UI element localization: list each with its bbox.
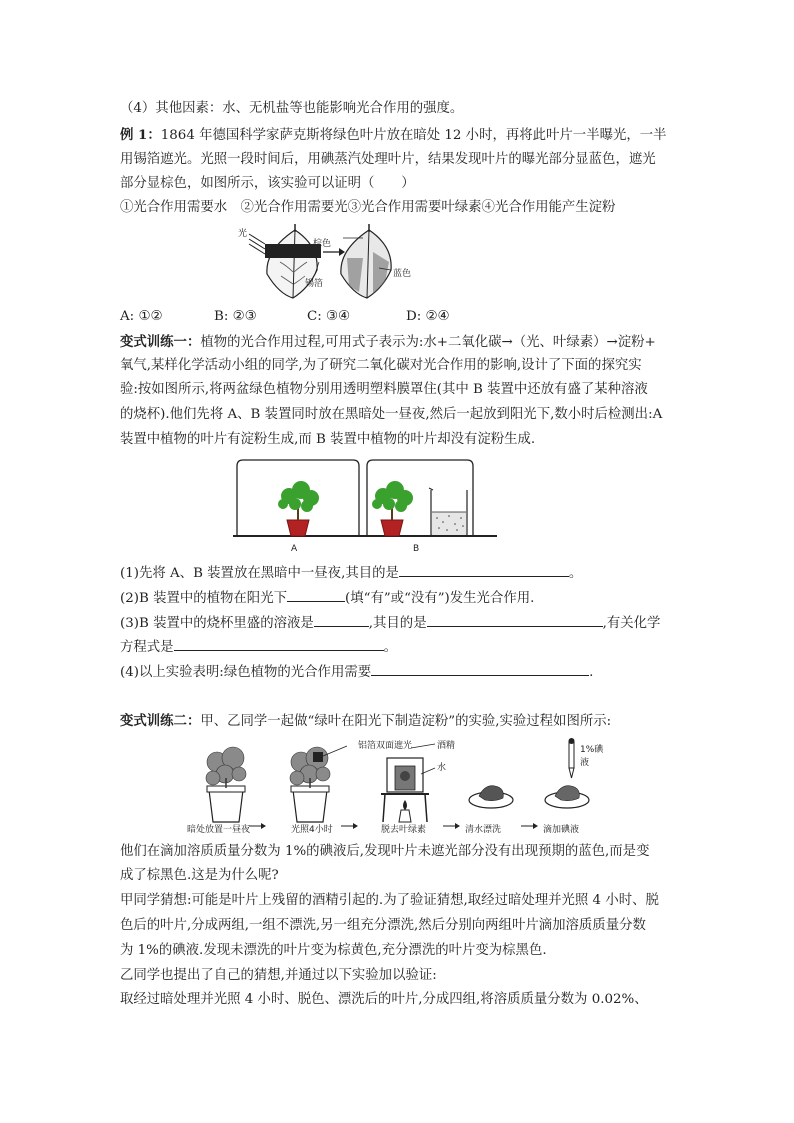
- question-3-end: 。: [383, 640, 397, 655]
- question-3-equation-label: 方程式是: [120, 640, 174, 655]
- step-5-caption: 滴加碘液: [543, 825, 580, 835]
- alcohol-label: 酒精: [437, 741, 456, 751]
- question-4: [120, 662, 593, 682]
- step-3-caption: 脱去叶绿素: [381, 825, 427, 835]
- step-1-caption: 暗处放置一昼夜: [187, 825, 251, 835]
- question-3-cont: [120, 637, 397, 657]
- example-1-text: 1864 年德国科学家萨克斯将绿色叶片放在暗处 12 小时，再将此叶片一半曝光，一半: [160, 128, 667, 143]
- question-4-end: .: [589, 665, 594, 680]
- example-1-line-2: 用锡箔遮光。光照一段时间后，用碘蒸汽处理叶片，结果发现叶片的曝光部分显蓝色，遮光: [120, 152, 656, 167]
- answer-blank-3c[interactable]: [174, 637, 384, 651]
- brown-label: 棕色: [313, 239, 332, 249]
- training-1-line-1: [120, 333, 656, 352]
- training-2-line-6: 为 1%的碘液.发现未漂洗的叶片变为棕黄色,充分漂洗的叶片变为棕黑色.: [120, 943, 547, 958]
- question-1-end: 。: [568, 566, 583, 581]
- question-2: [120, 588, 534, 608]
- training-1-line-5: 装置中植物的叶片有淀粉生成,而 B 装置中植物的叶片却没有淀粉生成.: [120, 432, 536, 447]
- example-1-statements: ①光合作用需要水 ②光合作用需要光③光合作用需要叶绿素④光合作用能产生淀粉: [120, 200, 616, 215]
- step-4-caption: 清水漂洗: [465, 825, 502, 835]
- answer-blank-2[interactable]: [287, 588, 345, 602]
- option-a: A: ①②: [120, 309, 163, 324]
- question-3: [120, 613, 660, 633]
- answer-blank-3b[interactable]: [427, 613, 603, 627]
- step-2-caption: 光照4小时: [291, 825, 333, 835]
- starch-process-figure: [187, 738, 610, 838]
- training-2-line-2: 他们在滴加溶质质量分数为 1%的碘液后,发现叶片未遮光部分没有出现预期的蓝色,而是变: [120, 844, 650, 859]
- training-2-line-1: [120, 712, 611, 731]
- training-2-line-5: 色后的叶片,分成两组,一组不漂洗,另一组充分漂洗,然后分别向两组叶片滴加溶质质量分数: [120, 918, 646, 933]
- example-1-label: 例 1：: [120, 127, 161, 143]
- apparatus-a-label: A: [291, 544, 298, 554]
- blue-label: 蓝色: [393, 269, 412, 279]
- question-3-text: (3)B 装置中的烧杯里盛的溶液是: [120, 616, 314, 631]
- question-2-text: (2)B 装置中的植物在阳光下: [120, 591, 287, 606]
- question-2-hint: (填“有”或“没有”)发生光合作用.: [344, 591, 535, 606]
- training-2-label: 变式训练二：: [120, 713, 201, 729]
- training-1-line-2: 氧气,某样化学活动小组的同学,为了研究二氧化碳对光合作用的影响,设计了下面的探究实: [120, 358, 642, 373]
- training-2-line-4: 甲同学猜想:可能是叶片上残留的酒精引起的.为了验证猜想,取经过暗处理并光照 4 小时、脱: [120, 893, 659, 908]
- question-1: [120, 563, 582, 583]
- example-1-line-1: [120, 126, 667, 145]
- option-b: B: ②③: [214, 309, 257, 324]
- training-2-line-8: 取经过暗处理并光照 4 小时、脱色、漂洗后的叶片,分成四组,将溶质质量分数为 0.02%、: [120, 992, 648, 1007]
- option-c: C: ③④: [307, 309, 351, 324]
- light-label: 光: [238, 229, 248, 239]
- iodine-label: 1%碘液: [580, 745, 604, 768]
- foil-label: 锡箔: [305, 279, 324, 289]
- training-2-line-3: 成了棕黑色.这是为什么呢?: [120, 868, 279, 883]
- training-1-line-4: 的烧杯).他们先将 A、B 装置同时放在黑暗处一昼夜,然后一起放到阳光下,数小时后检测出:A: [120, 407, 663, 422]
- training-1-label: 变式训练一：: [120, 334, 201, 350]
- option-d: D: ②④: [406, 309, 450, 324]
- training-2-line-7: 乙同学也提出了自己的猜想,并通过以下实验加以验证:: [120, 968, 437, 983]
- training-1-text: 植物的光合作用过程,可用式子表示为:水+二氧化碳→（光、叶绿素）→淀粉+: [200, 335, 656, 350]
- example-1-line-3: 部分显棕色，如图所示，该实验可以证明（ ）: [120, 176, 415, 191]
- water-label: 水: [437, 763, 447, 773]
- foil-shading-label: 铝箔双面遮光: [358, 741, 413, 751]
- answer-blank-1[interactable]: [399, 563, 569, 577]
- answer-blank-4[interactable]: [371, 662, 589, 676]
- training-2-text: 甲、乙同学一起做“绿叶在阳光下制造淀粉”的实验,实验过程如图所示:: [200, 714, 612, 729]
- training-1-line-3: 验:按如图所示,将两盆绿色植物分别用透明塑料膜罩住(其中 B 装置中还放有盛了某种溶液: [120, 382, 648, 397]
- leaf-experiment-figure: [235, 222, 425, 300]
- plant-apparatus-figure: [225, 456, 505, 558]
- question-3-purpose: ,其目的是: [368, 616, 427, 631]
- answer-blank-3a[interactable]: [314, 613, 369, 627]
- question-3-equation: ,有关化学: [602, 616, 661, 631]
- apparatus-b-label: B: [413, 544, 420, 554]
- question-1-text: (1)先将 A、B 装置放在黑暗中一昼夜,其目的是: [120, 566, 399, 581]
- question-4-text: (4)以上实验表明:绿色植物的光合作用需要: [120, 665, 372, 680]
- paragraph-other-factors: （4）其他因素：水、无机盐等也能影响光合作用的强度。: [120, 101, 464, 116]
